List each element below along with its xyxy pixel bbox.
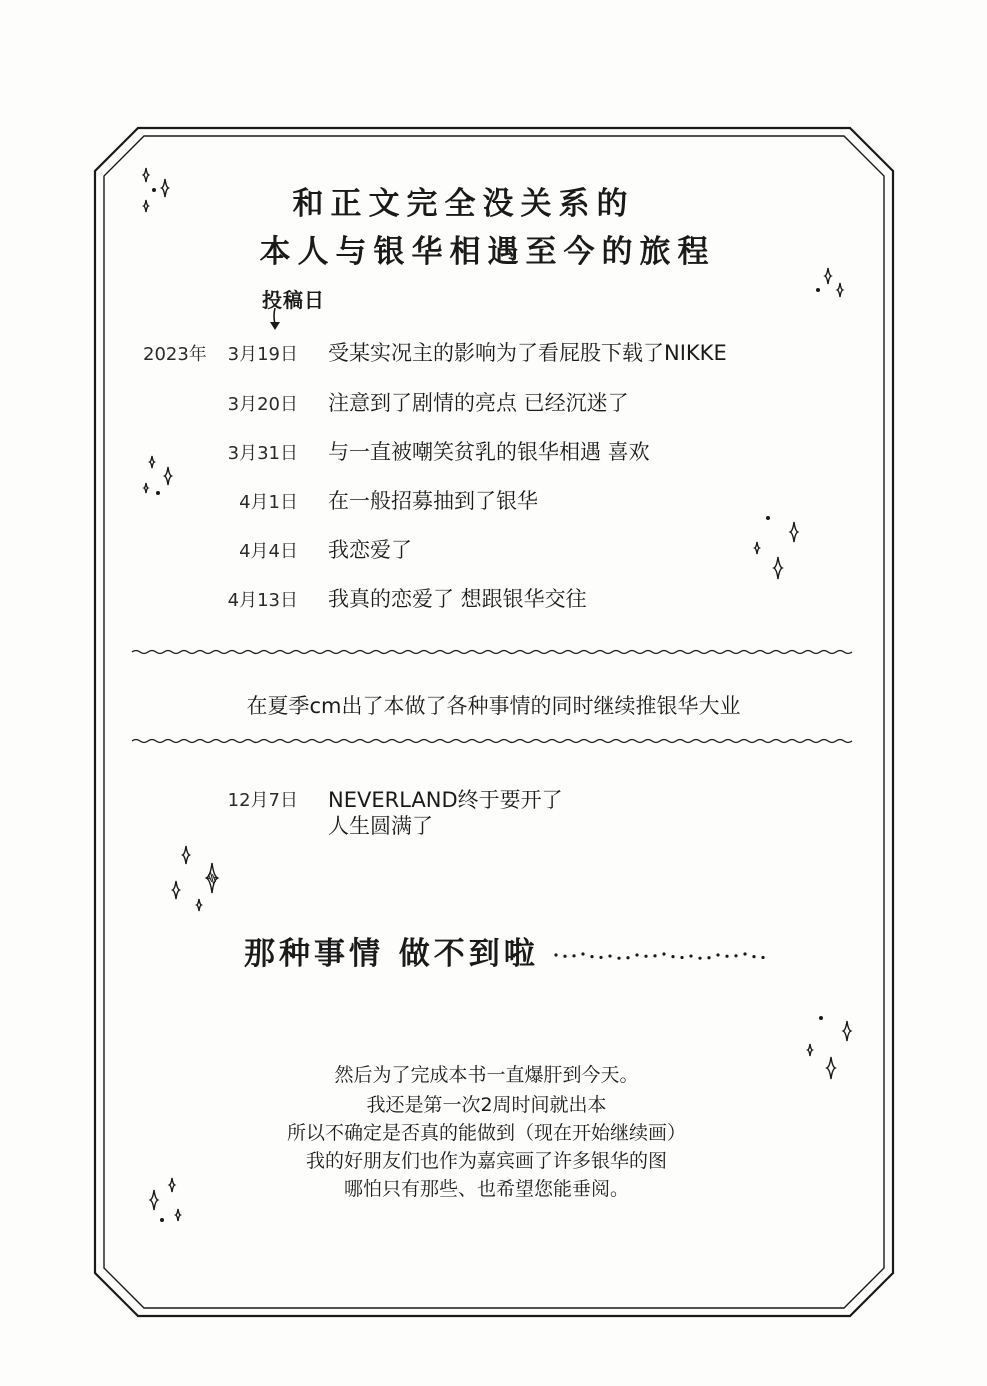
middle-text: 在夏季cm出了本做了各种事情的同时继续推银华大业 [246, 694, 741, 718]
sparkle-dot [819, 1016, 823, 1020]
title-line-2: 本人与银华相遇至今的旅程 [259, 234, 716, 270]
sparkle-dot [156, 491, 160, 495]
timeline-date: 3月31日 [227, 443, 298, 464]
timeline-date-december: 12月7日 [227, 790, 298, 811]
sparkle-dot [152, 188, 156, 192]
sparkle-icon [144, 483, 148, 493]
sparkle-icon [837, 283, 842, 297]
sparkle-icon [827, 1057, 835, 1079]
sparkle-icon [173, 881, 180, 899]
sparkle-icon [843, 1021, 851, 1041]
sparkle-icon [183, 846, 190, 864]
december-text-line-1: NEVERLAND终于要开了 [328, 788, 563, 812]
timeline-date: 3月20日 [227, 394, 298, 415]
sparkle-dot [160, 1218, 164, 1222]
sparkle-icon [176, 1209, 181, 1221]
sparkle-icon [150, 1190, 158, 1210]
sparkle-icon [825, 268, 831, 284]
sparkle-dot [766, 516, 770, 520]
closing-line-2: 我还是第一次2周时间就出本 [366, 1094, 607, 1116]
sparkle-icon [150, 456, 155, 468]
sparkle-icon [808, 1044, 813, 1056]
closing-line-1: 然后为了完成本书一直爆肝到今天。 [334, 1064, 639, 1086]
sparkle-dot [816, 288, 820, 292]
sparkle-icon [197, 899, 202, 911]
sparkle-icon [165, 467, 172, 485]
closing-line-5: 哪怕只有那些、也希望您能垂阅。 [343, 1178, 629, 1200]
timeline-text: 在一般招募抽到了银华 [328, 489, 538, 513]
sparkle-icon [169, 1178, 174, 1192]
timeline-date: 4月13日 [227, 590, 298, 611]
title-line-1: 和正文完全没关系的 [292, 186, 635, 222]
timeline-text: 我真的恋爱了 想跟银华交往 [328, 587, 587, 611]
timeline-year: 2023年 [143, 344, 207, 365]
timeline-text: 与一直被嘲笑贫乳的银华相遇 喜欢 [328, 440, 650, 464]
sparkle-icon [143, 168, 148, 182]
submission-date-note: 投稿日 [262, 288, 325, 312]
big-phrase: 那种事情 做不到啦 [244, 936, 539, 972]
timeline-text: 我恋爱了 [328, 538, 412, 562]
closing-line-4: 我的好朋友们也作为嘉宾画了许多银华的图 [305, 1150, 667, 1172]
timeline-date: 3月19日 [227, 344, 298, 365]
sparkle-icon [144, 200, 149, 212]
timeline-text: 注意到了剧情的亮点 已经沉迷了 [328, 391, 629, 415]
timeline-date: 4月4日 [239, 541, 298, 562]
sparkle-icon [790, 522, 798, 542]
sparkle-icon [162, 179, 169, 197]
sparkle-icon [755, 542, 760, 554]
closing-line-3: 所以不确定是否真的能做到（现在开始继续画） [286, 1122, 686, 1144]
timeline-date: 4月1日 [239, 492, 298, 513]
sparkle-icon [774, 557, 782, 579]
timeline-text: 受某实况主的影响为了看屁股下载了NIKKE [328, 341, 727, 365]
december-text-line-2: 人生圆满了 [328, 814, 433, 838]
